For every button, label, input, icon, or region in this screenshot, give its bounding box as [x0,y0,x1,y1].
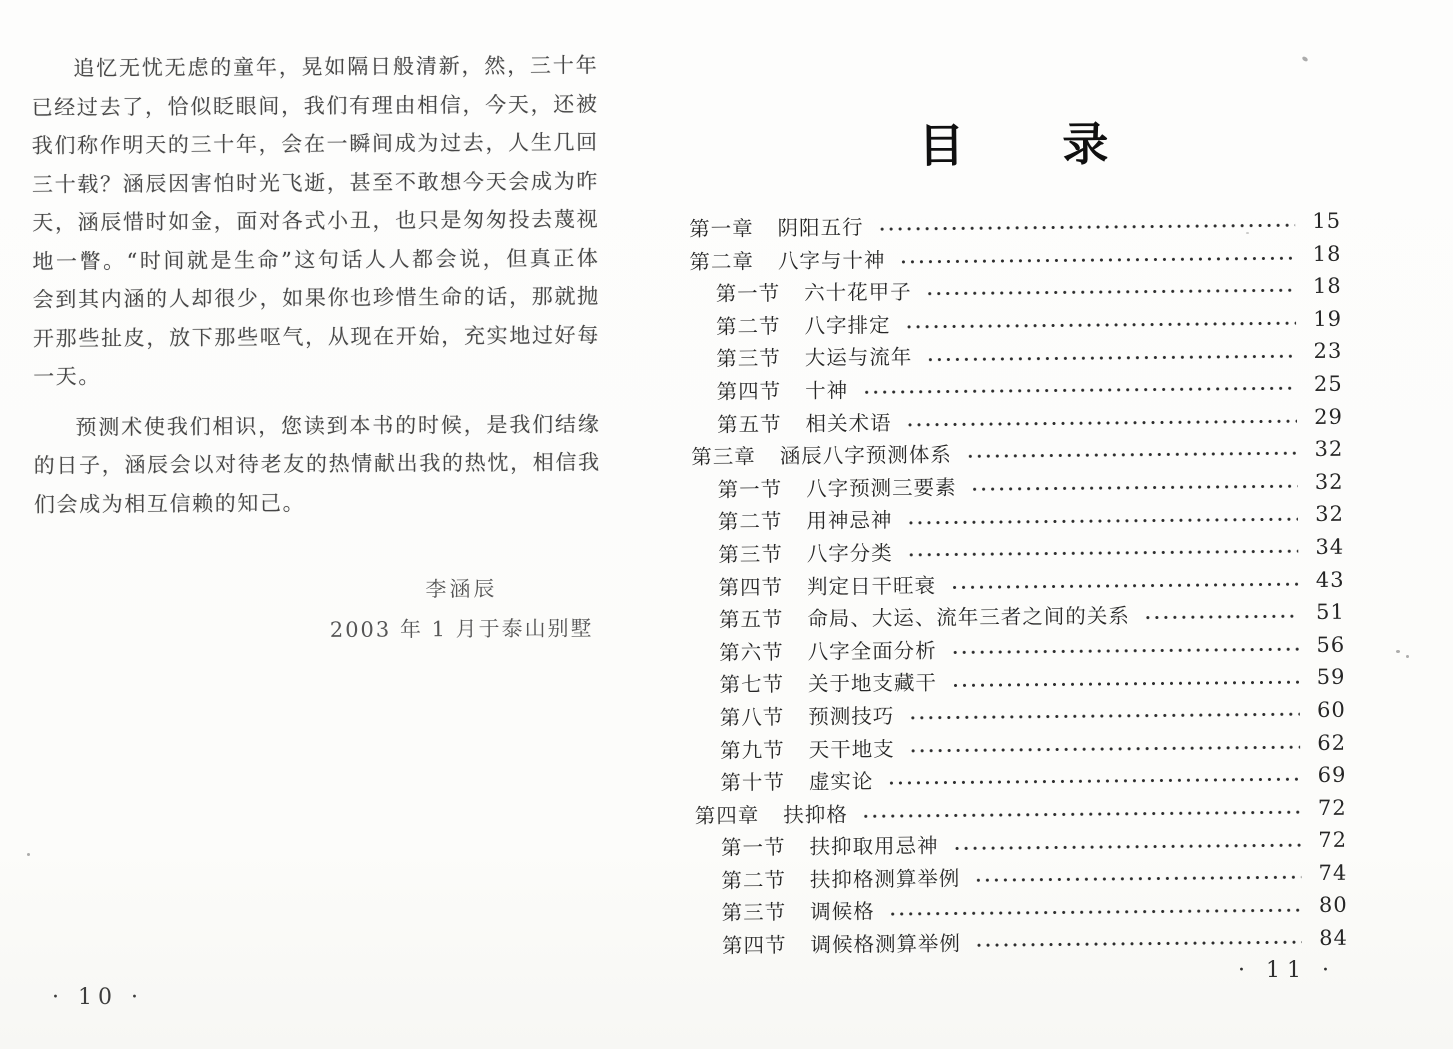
toc-entry-label: 第五节 [716,411,782,437]
toc-dot-leader [889,778,1300,786]
toc-entry-title: 八字分类 [806,540,893,566]
toc-entry-title: 八字全面分析 [807,638,937,664]
toc-entry-label: 第四章 [694,803,760,828]
toc-dot-leader [952,582,1299,589]
toc-entry-label: 第三节 [721,900,787,926]
preface-paragraph: 追忆无忧无虑的童年，晃如隔日般清新，然，三十年已经过去了，恰似眨眼间，我们有理由相信，今天，还被我们称作明天的三十年，会在一瞬间成为过去，人生几回三十载？涵辰因害怕时光飞逝，甚至不敢想今天会成为昨天，涵辰惜时如金，面对各式小丑，也只是匆匆投去蔑视地一瞥。“时间就是生命”这句话人人都会说，但真正体会到其内涵的人却很少，如果你也珍惜生命的话，那就抛开那些扯皮，放下那些呕气，从现在开始，充实地过好每一天。 [31,53,600,389]
toc-list [689,206,1348,962]
toc-entry-page: 32 [1314,436,1344,462]
toc-dot-leader [880,223,1296,231]
toc-dot-leader [908,517,1298,525]
toc-entry-page: 25 [1313,371,1343,396]
signature-date: 2003 年 1 月于泰山别墅 [329,616,594,642]
toc-entry-page: 59 [1316,665,1346,690]
toc-entry [696,923,1348,962]
toc-title: 目 录 [918,116,1111,173]
toc-dot-leader [864,810,1301,818]
toc-entry-title: 判定日干旺衰 [806,573,937,599]
toc-entry-title: 八字预测三要素 [806,475,957,501]
preface-paragraph: 预测术使我们相识，您读到本书的时候，是我们结缘的日子，涵辰会以对待老友的热情献出我的热忱，相信我们会成为相互信赖的知己。 [33,411,601,517]
toc-entry-label: 第六节 [719,639,784,665]
toc-dot-leader [864,386,1297,394]
toc-entry-title: 涵辰八字预测体系 [779,442,952,469]
toc-entry-label: 第四节 [716,379,782,404]
scan-speck [1396,650,1400,653]
toc-dot-leader [973,484,1298,491]
toc-entry-label: 第三节 [716,346,781,372]
toc-entry-page: 43 [1315,567,1345,592]
toc-dot-leader [977,941,1302,948]
toc-dot-leader [909,549,1299,557]
signature-block [306,568,616,650]
toc-entry-title: 调候格测算举例 [810,931,962,957]
toc-entry-title: 虚实论 [808,769,874,794]
toc-entry-label: 第一节 [715,281,781,306]
toc-entry-title: 用神忌神 [806,508,893,534]
toc-dot-leader [953,680,1300,687]
toc-entry-page: 19 [1313,306,1343,331]
scan-speck [1246,232,1249,234]
toc-entry-title: 天干地支 [808,736,895,762]
toc-dot-leader [976,875,1301,882]
toc-entry-label: 第三节 [718,542,783,567]
toc-entry-label: 第五节 [718,607,784,632]
toc-entry-page: 18 [1312,273,1342,299]
toc-entry-label: 第二节 [715,313,781,339]
toc-entry-title: 关于地支藏干 [807,670,938,697]
toc-dot-leader [891,908,1302,916]
toc-entry-label: 第一章 [689,216,754,241]
toc-dot-leader [928,354,1296,362]
scan-speck [27,853,30,856]
toc-entry-label: 第四节 [721,933,787,958]
toc-entry-page: 34 [1315,534,1345,559]
toc-entry-label: 第一节 [717,476,783,502]
toc-entry-label: 第十节 [720,770,786,795]
toc-entry-title: 六十花甲子 [804,280,912,306]
toc-entry-label: 第四节 [718,574,784,600]
toc-dot-leader [911,745,1301,753]
toc-entry-page: 51 [1315,599,1345,625]
toc-dot-leader [968,452,1298,459]
toc-dot-leader [955,843,1302,850]
toc-entry-title: 命局、大运、流年三者之间的关系 [807,603,1130,632]
toc-entry-page: 60 [1316,697,1346,722]
scan-speck [1406,655,1409,658]
toc-entry-label: 第二节 [717,509,783,535]
toc-entry-title: 八字排定 [804,312,891,338]
toc-dot-leader [928,289,1296,297]
toc-entry-title: 调候格 [810,899,875,925]
toc-entry-title: 十神 [805,378,849,403]
toc-entry-page: 56 [1316,632,1346,657]
toc-entry-label: 第二节 [721,867,786,893]
right-page-number: · 11 · [1238,958,1336,983]
toc-entry-page: 29 [1314,404,1344,429]
toc-entry-page: 18 [1312,241,1342,266]
toc-entry-label: 第七节 [719,672,785,698]
toc-dot-leader [907,321,1297,329]
toc-entry-title: 扶抑格 [783,802,848,827]
toc-entry-page: 69 [1317,762,1347,788]
toc-entry-label: 第一节 [720,835,786,860]
toc-entry-label: 第三章 [691,444,756,470]
toc-entry-page: 74 [1318,860,1348,885]
toc-entry-title: 大运与流年 [804,345,913,371]
toc-entry-page: 72 [1318,827,1348,853]
toc-entry-page: 32 [1314,469,1344,494]
toc-dot-leader [910,712,1300,720]
toc-dot-leader [901,256,1295,264]
toc-entry-title: 八字与十神 [777,247,886,273]
toc-page [688,106,1348,962]
toc-entry-page: 32 [1315,502,1345,527]
left-page-number: · 10 · [52,985,144,1010]
toc-entry-page: 23 [1313,339,1343,364]
toc-entry-label: 第九节 [720,737,785,763]
preface-paragraphs [31,46,601,523]
toc-entry-title: 预测技巧 [808,703,895,729]
toc-entry-label: 第八节 [719,705,785,730]
toc-entry-page: 84 [1319,925,1349,951]
toc-entry-page: 72 [1317,795,1347,820]
toc-entry-page: 15 [1312,208,1342,234]
toc-entry-title: 阴阳五行 [777,215,864,241]
toc-dot-leader [907,419,1297,427]
toc-dot-leader [1146,615,1299,620]
toc-entry-page: 80 [1318,893,1348,918]
scan-speck [1301,56,1308,63]
toc-dot-leader [953,647,1300,654]
toc-entry-title: 扶抑取用忌神 [809,833,939,860]
toc-entry-page: 62 [1317,730,1347,755]
author-signature: 李涵辰 [425,576,498,602]
toc-entry-title: 扶抑格测算举例 [809,866,961,892]
preface-page [31,46,602,651]
toc-entry-title: 相关术语 [805,410,892,436]
toc-entry-label: 第二章 [689,248,755,274]
